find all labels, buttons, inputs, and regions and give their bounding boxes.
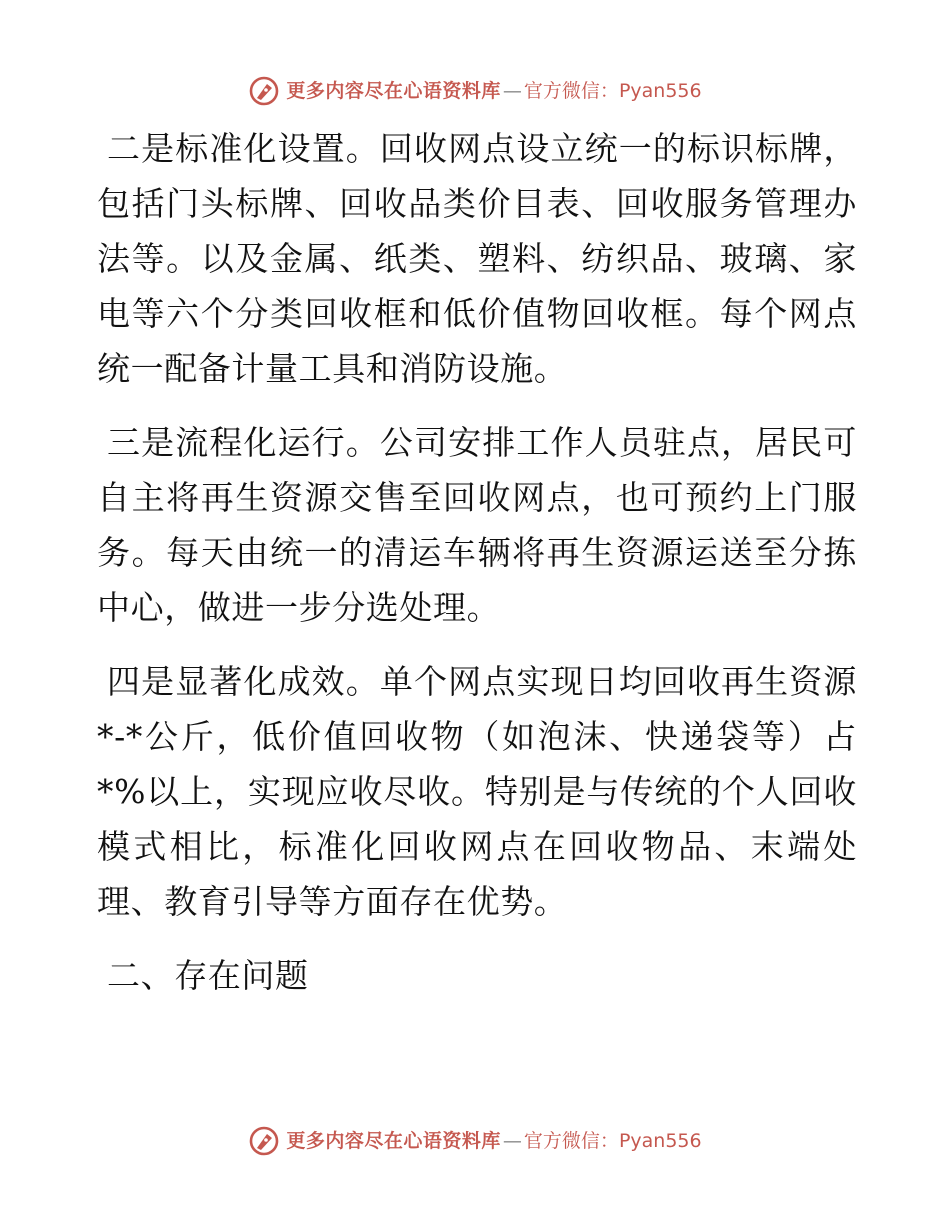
section-heading: 二、存在问题 [107, 956, 309, 995]
paragraph-text: 三是流程化运行。公司安排工作人员驻点，居民可自主将再生资源交售至回收网点，也可预约上门服务。每天由统一的清运车辆将再生资源运送至分拣中心，做进一步分选处理。 [97, 423, 857, 627]
watermark-dash: — [502, 80, 522, 102]
footer-watermark [0, 1125, 950, 1157]
watermark-wechat-label: 官方微信： [523, 1130, 619, 1152]
paragraph-results [97, 654, 857, 929]
watermark-wechat-id: Pyan556 [618, 1130, 702, 1152]
watermark-wechat-label: 官方微信： [523, 80, 619, 102]
watermark-wechat-id: Pyan556 [618, 80, 702, 102]
watermark-main-text: 更多内容尽在心语资料库 [286, 80, 501, 102]
paragraph-text: 二是标准化设置。回收网点设立统一的标识标牌，包括门头标牌、回收品类价目表、回收服务管理办法等。以及金属、纸类、塑料、纺织品、玻璃、家电等六个分类回收框和低价值物回收框。每个网点统一配备计量工具和消防设施。 [97, 129, 857, 388]
paragraph-standardized-setup [97, 121, 857, 396]
document-body [97, 121, 857, 1003]
paragraph-text: 四是显著化成效。单个网点实现日均回收再生资源*-*公斤，低价值回收物（如泡沫、快递袋等）占*%以上，实现应收尽收。特别是与传统的个人回收模式相比，标准化回收网点在回收物品、末端处理、教育引导等方面存在优势。 [97, 662, 857, 921]
pen-nib-circle-icon [248, 75, 280, 107]
watermark-dash: — [502, 1130, 522, 1152]
paragraph-process-operation [97, 415, 857, 635]
watermark-main-text: 更多内容尽在心语资料库 [286, 1130, 501, 1152]
header-watermark [0, 75, 950, 107]
pen-nib-circle-icon [248, 1125, 280, 1157]
